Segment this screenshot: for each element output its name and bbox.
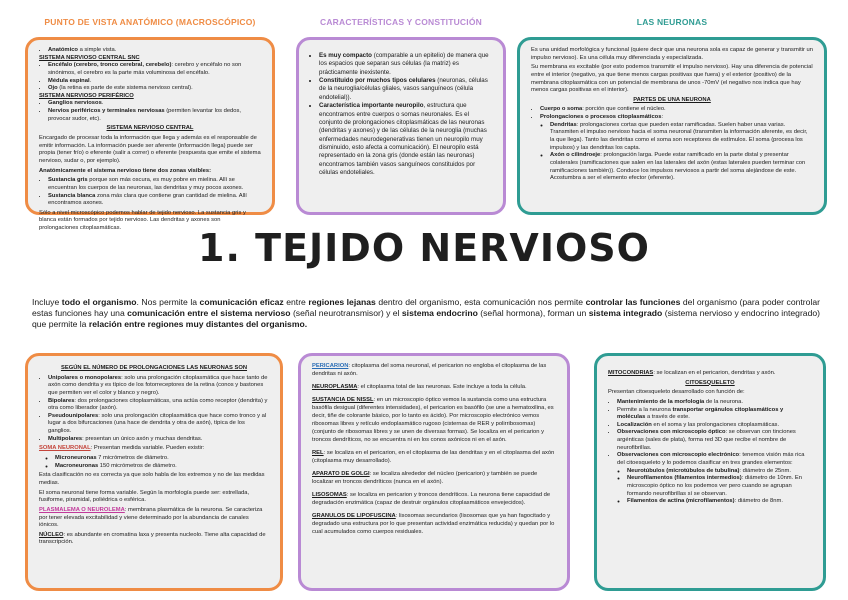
micro-text: Sólo a nivel microscópico podemos hablar de tejido nervioso. La sustancia gris y blanca están formados por tejido nervioso. Las dendritas y axones son prolongaciones citoplasmáticas. [39,209,246,232]
bold-text: Es muy compacto [319,52,372,59]
list-item [48,436,269,444]
body-text: : [661,114,664,121]
neuron-paragraph-2: Su membrana es excitable (por esto podemos transmitir el impulso nervioso). Hay una diferencia de potencial entre el interior (negativo, ya que tiene menos cargas positivas que fuera) y el exterior (positivo) de la membrana citoplasmática con un potencial de membrana de unos -70mV (el negativo nos indica que hay menos cargas positivas en el interior). [531,64,813,94]
organelle-text: : en un microscopio óptico vemos la sustancia como una estructura basófila desigual (diferentes intensidades), el pericarion es basófilo (se une a hematoxilina, es decir, tiñe de colorante básico, por lo tanto es ácido). Por microscopio electrónico vemos ribosomas libres y retículo endoplasmático rugoso (cisternas de RER y polirribosomas) (conjunto de ribosomas libres y se unen de diversas formas). Se localiza en el pericarion y troncos dendríticos, no se encuentra ni en los conos axónicos ni en el axón. [312,396,554,443]
body-text: : solo una prolongación citoplasmática que hace como tronco y al lugar a dos bifurcaciones (una hace de dendrita y otra de axón), típica de los ganglios. [48,412,267,435]
snc-text: Encargado de procesar toda la información que llega y además es el responsable de emitir información. La información puede ser aferente (información llega) puede ser propia (tener frío) o eferente (salir a correr) o eferente (respuesta que emite el sistema nervioso, sudar o, por ejemplo). [39,135,261,164]
organelle-paragraph [312,492,556,508]
list-item [617,422,812,430]
body-text: 7 micrómetros de diámetro. [96,455,169,462]
box-prolongaciones [25,353,283,591]
organelle-label: GRANULOS DE LIPOFUSCINA [312,512,396,519]
organelle-label: NEUROPLASMA [312,383,358,390]
organelle-label: LISOSOMAS [312,491,347,498]
list-item [48,108,261,123]
body-text: : se observan con tinciones argénticas (sales de plata), forma red 3D que recibe el nombre de neurofibrillas. [617,429,796,451]
body-text: (señal neurotransmisor) y el [290,308,402,319]
body-text: Permite a la neurona [617,406,673,413]
organelle-paragraph [312,450,556,466]
list-item [319,52,492,77]
body-text: en el soma y las prolongaciones citoplasmáticas. [651,421,780,428]
snc-header: SISTEMA NERVIOSO CENTRAL [106,125,194,132]
body-text: (sistema nervioso y endocrino integrado) que permite la [32,308,821,330]
bold-text: Constituido por muchos tipos celulares [319,77,436,85]
organelle-label: APARATO DE GOLGI [312,470,370,477]
heading-text: SISTEMA NERVIOSO CENTRAL SNC [39,54,140,61]
soma-paragraph [39,445,269,453]
bold-text: comunicación eficaz [199,297,284,307]
bold-text: controlar las funciones [585,297,681,307]
list-item [48,413,269,436]
body-text: entre [283,297,309,307]
bold-text: transportar orgánulos citoplasmáticos y moléculas [617,406,784,421]
plasmalema-label: PLASMALEMA O NEUROLEMA [39,506,125,513]
organelle-paragraph [312,397,556,445]
nucleo-text: : es abundante en cromatina laxa y presenta nucleolo. Tiene alta capacidad de transcripción. [39,531,266,546]
bold-text: Observaciones con microscopio óptico [617,429,726,436]
bold-text: Mantenimiento de la morfología [617,398,705,405]
body-text: : cerebro y encéfalo no son sinónimos, el cerebro es la parte más voluminosa del encéfalo. [48,62,242,76]
soma-forms: El soma neuronal tiene forma variable. Según la morfología puede ser: estrellada, fusiforme, piramidal, poliédrica o esférica. [39,489,250,504]
box-organulos [298,353,570,591]
body-text: (la retina es parte de este sistema nervioso central). [57,85,193,92]
soma-note: Esta clasificación no es correcta ya que solo habla de los extremos y no de las medidas medias. [39,472,265,486]
body-text: (comparable a un epitelio) de manera que los espacios que separan sus células (la matriz) es prácticamente inexistente. [319,52,489,76]
list-item [48,375,269,398]
body-text: a través de este. [645,414,690,421]
list-item [617,407,812,422]
body-text: dentro del organismo, esta comunicación nos permite [375,297,586,307]
box-citoesqueleto [594,353,826,591]
body-text: porque son más oscura, es muy pobre en mielina. Allí se encuentran los cuerpos de las neuronas, las dendritas y muy pocos axones. [48,177,244,191]
body-text: a simple vista. [77,47,117,53]
body-text: : diámetro de 10nm. En microscopio óptico no los podemos ver pero cuando se agrupan formando neurofibrillas sí se observan. [627,475,802,497]
bold-text: Bipolares [48,397,75,404]
list-item [48,47,261,55]
box-neuronas [517,37,827,215]
body-text: zona más clara que contiene gran cantidad de mielina. Allí encontramos axones. [48,192,247,207]
bold-text: Encéfalo (cerebro, tronco cerebral, cerebelo) [48,62,172,69]
body-text: del organismo (para poder controlar estas funciones hay una [32,297,820,319]
bold-text: Pseudounipolares [48,412,99,419]
list-item [55,455,269,463]
list-item [627,468,812,476]
nucleo-paragraph [39,532,269,547]
prolongaciones-header: SEGÚN EL NÚMERO DE PROLONGACIONES LAS NEURONAS SON [60,365,248,371]
list-item [627,498,812,506]
neuron-paragraph-1: Es una unidad morfológica y funcional (quiere decir que una neurona sola es capaz de generar y transmitir un impulso nervioso). Es una célula muy diferenciada y especializada. [531,47,813,61]
list-item [48,100,261,108]
box-caracteristicas [296,37,506,215]
organelle-paragraph [312,471,556,487]
body-text: 150 micrómetros de diámetro. [98,462,177,469]
organelle-text: : se localiza en pericarion y troncos dendríticos. La neurona tiene capacidad de degradación enzimática (capaz de destruir orgánulos citoplasmáticos envejecidos). [312,491,551,506]
organelle-text: : se localiza alrededor del núcleo (pericarion) y también se puede localizar en troncos dendríticos (nunca en el axón). [312,470,538,485]
body-text: : tenemos visión más rica del citoesqueleto y lo podemos clasificar en tres grandes elementos: [617,452,805,467]
bold-text: Nervios periféricos y terminales nerviosas [48,108,165,115]
heading-text: SISTEMA NERVIOSO PERIFÉRICO [39,92,134,99]
mitocondrias-label: MITOCONDRIAS [608,370,654,376]
organelle-text: : se localiza en el pericarion, en el citoplasma de las dendritas y en el citoplasma del axón (citoplasma muy desarrollado). [312,449,555,464]
list-item [617,452,812,505]
bold-text: Neurotúbulos (microtúbulos de tubulina) [627,467,740,474]
bullet-list [608,399,812,506]
body-text: : presentan un único axón y muchas dendritas. [82,435,203,442]
body-text: . [101,100,104,107]
list-item [550,152,813,183]
body-text: . [89,77,92,84]
list-item [627,475,812,498]
bold-text: Multipolares [48,435,83,442]
organelle-paragraph [312,513,556,537]
bullet-list [310,52,492,177]
body-text: Incluye [32,297,62,307]
section-title-neuronas: LAS NEURONAS [636,17,708,27]
organelle-text: : el citoplasma total de las neuronas. Este incluye a toda la célula. [357,383,527,390]
organelle-paragraph [312,384,556,392]
bullet-list [39,455,269,470]
bold-text: Macroneuronas [55,462,99,469]
list-item [540,106,813,114]
soma-text: : Presentan medida variable. Pueden existir: [90,445,205,452]
bold-text: Unipolares o monopolares [48,374,122,381]
body-text: : dos prolongaciones citoplasmáticas, una actúa como receptor (dendrita) y otra como liberador (axón). [48,397,268,412]
bold-text: Sustancia gris [48,177,88,184]
bold-text: regiones lejanas [308,297,376,307]
body-text: . Nos permite la [136,297,200,307]
bullet-list [39,47,261,123]
snc-subtitle: Anatómicamente el sistema nervioso tiene dos zonas visibles: [39,167,212,174]
list-item [39,93,261,101]
body-text: (neuronas, células de la neuroglia/células gliales, vasos sanguíneos (célula endotelial)). [319,77,488,101]
citoesqueleto-intro: Presentan citoesqueleto desarrollado con función de: [608,389,745,396]
main-title: 1. TEJIDO NERVIOSO [198,226,650,270]
section-title-anatomico: PUNTO DE VISTA ANATÓMICO (MACROSCÓPICO) [44,17,256,27]
bold-text: sistema endocrino [401,308,478,319]
body-text: : porción que contiene el núcleo. [582,106,666,113]
section-title-caracteristicas: CARACTERÍSTICAS Y CONSTITUCIÓN [319,17,482,27]
bold-text: Neurofilamentos (filamentos intermedios) [627,475,742,482]
sub-list [617,468,812,506]
bold-text: Localización [617,421,652,428]
list-item [48,78,261,86]
bold-text: comunicación entre el sistema nervioso [127,308,291,319]
body-text: : diámetro de 8nm. [734,498,783,505]
list-item [48,177,261,192]
bold-text: Dendritas [550,121,577,128]
bold-text: Cuerpo o soma [540,106,583,113]
intro-paragraph [32,297,820,331]
plasmalema-text: : membrana plasmática de la neurona. Se caracteriza por tener elevada excitabilidad y viene determinado por la abundancia de canales iónicos. [39,506,263,529]
bold-text: Prolongaciones o procesos citoplasmáticos [540,114,662,121]
bold-text: Filamentos de actina (microfilamentos) [627,498,735,505]
body-text: : prolongaciones cortas que pueden estar ramificadas. Suelen haber unas varias. Transmiten el impulso nervioso hacia el soma neuronal (transmiten la información aferente, es decir, la que llega). Tanto las dendritas como el soma son receptores de estímulos. El soma (procesa los impulsos) y las dendritas los capta. [550,121,808,151]
body-text: , estructura que encontramos entre cuerpos o somas neuronales. Es el conjunto de prolongaciones citoplasmáticas de las neuronas (dendritas y axones) y de las células de la neuroglia (muchas enfermedades neurodegenerativas tienen un neuropilo muy disminuido, esto afecta a comunicación). El neuropilo está representado en la zona gris (donde están las neuronas) encontramos también vasos sanguíneos constituidos por células endoteliales. [319,102,487,177]
organelle-label: PERICARION [312,363,349,369]
organelle-label: SUSTANCIA DE NISSL [312,396,374,403]
list-item [48,62,261,77]
parts-header: PARTES DE UNA NEURONA [633,96,711,103]
list-item [319,77,492,102]
organelle-text: : citoplasma del soma neuronal, el pericarion no engloba el citoplasma de las dendritas ni axón. [312,363,547,377]
bold-text: Sustancia blanca [48,192,96,199]
list-item [319,102,492,177]
bullet-list [39,375,269,444]
bold-text: Microneuronas [55,455,97,462]
bold-text: relación entre regiones muy distantes del organismo. [88,319,308,330]
bold-text: Axón o cilindroeje [550,152,601,159]
list-item [48,398,269,413]
sub-list [540,122,813,183]
body-text: : diámetro de 25nm. [739,467,791,474]
plasmalema-paragraph [39,507,269,530]
bold-text: Médula espinal [48,77,90,84]
bold-text: Característica importante neuropilo [319,102,424,110]
citoesqueleto-header: CITOESQUELETO [685,379,735,386]
body-text: : prolongación larga. Puede estar ramificado en la parte distal y presentar colaterales (ramificaciones que salen en las laterales del axón (estas laterales pueden terminar con ramificaciones también)). Conduce los impulsos nerviosos a partir del soma alejándose de este. Acostumbra a ser el elemento efector (eferente). [550,152,806,182]
body-text: (señal hormona), forman un [477,308,589,319]
body-text: de la neurona. [704,398,743,405]
organelle-paragraph [312,363,556,379]
bold-text: Ganglios nerviosos [48,100,102,107]
list-item [540,114,813,183]
box-anatomico [25,37,275,232]
bullet-list [39,177,261,208]
bold-text: todo el organismo [61,297,137,307]
bold-text: sistema integrado [588,308,663,319]
list-item [48,193,261,208]
bold-text: Ojo [48,85,58,92]
organelle-text: : lisosomas secundarios (lisosomas que ya han fagocitado y degradado una estructura por lo que presentan actividad enzimática reducida) y quedan por lo cual acumulados como cuerpos residuales. [312,512,555,535]
bold-text: Observaciones con microscopio electrónico [617,452,740,459]
nucleo-label: NÚCLEO [39,531,64,538]
body-text: (permiten levantar los dedos, provocar sudor, etc). [48,108,242,122]
bullet-list [531,106,813,182]
soma-label: SOMA NEURONAL [39,445,91,452]
list-item [48,85,261,93]
list-item [617,399,812,407]
mitocondrias-paragraph [608,370,812,378]
list-item [55,463,269,471]
mitocondrias-text: : se localizan en el pericarion, dendritas y axón. [653,370,776,376]
list-item [39,55,261,63]
bold-text: Anatómico [48,47,78,53]
organelle-label: REL [312,449,324,456]
list-item [617,429,812,452]
body-text: : solo una prolongación citoplasmática que hace tanto de axón como dendrita y es típico de los fotorreceptores de la retina (conos y bastones que permiten ver el color y blanco y negro). [48,374,268,396]
list-item [550,122,813,153]
